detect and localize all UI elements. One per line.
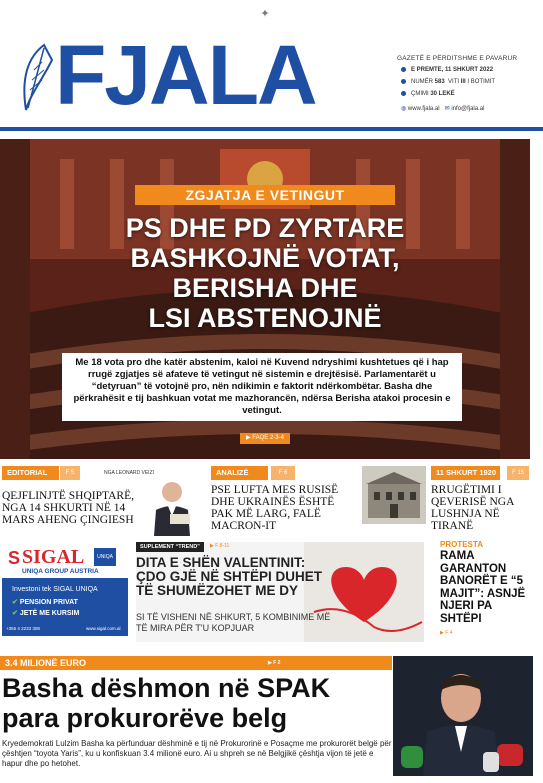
section-label: ANALIZË bbox=[211, 466, 268, 480]
hero-kicker: ZGJATJA E VETINGUT bbox=[135, 185, 395, 205]
date-line: E PREMTE, 11 SHKURT 2022 bbox=[401, 67, 493, 73]
page-ref: ▶ F 2 bbox=[268, 660, 281, 666]
valentine-sub: SI TË VISHENI NË SHKURT, 5 KOMBINIME MË TË MIRA PËR T'U KOPJUAR bbox=[136, 612, 331, 633]
protest-title: RAMA GARANTON BANORËT E “5 MAJIT”: ASNJË NJERI PA SHTËPI bbox=[440, 550, 526, 625]
author-photo bbox=[140, 476, 204, 536]
teaser-title: PSE LUFTA MES RUSISË DHE UKRAINËS ËSHTË PAK MË LARG, FALË MACRON-IT bbox=[211, 484, 339, 532]
issue-line: NUMËR 583 VITI III I BOTIMIT bbox=[401, 79, 495, 85]
section-label: 11 SHKURT 1920 bbox=[431, 466, 500, 480]
globe-icon: ◍ bbox=[401, 106, 407, 112]
check-icon: ✔ bbox=[12, 599, 18, 606]
sigal-advertisement[interactable] bbox=[2, 542, 128, 636]
teaser-title: RRUGËTIMI I QEVERISË NGA LUSHNJA NË TIRANË bbox=[431, 484, 514, 532]
uniqa-badge: UNIQA bbox=[94, 548, 116, 566]
teaser-title: QEJFLINJTË SHQIPTARË, NGA 14 SHKURTI NË 14 MARS AHENG ÇINGIESH bbox=[2, 490, 134, 526]
ad-phone: +355 4 2233 308 bbox=[6, 626, 40, 631]
editorial-teaser[interactable] bbox=[2, 466, 134, 536]
basha-photo bbox=[393, 656, 533, 776]
ad-item: ✔ JETË ME KURSIM bbox=[12, 610, 80, 617]
page-ref: F 6 bbox=[271, 466, 295, 480]
bullet-icon bbox=[401, 91, 406, 96]
page-ref: F 5 bbox=[60, 466, 80, 480]
bullet-icon bbox=[401, 79, 406, 84]
valentine-headline: DITA E SHËN VALENTINIT: ÇDO GJË NË SHTËPI DUHET TË SHUMËZOHET ME DY bbox=[136, 555, 323, 598]
hero-story[interactable] bbox=[0, 139, 530, 459]
portrait-illustration bbox=[393, 656, 533, 776]
newspaper-logo[interactable]: FJALA bbox=[55, 28, 316, 122]
email-link[interactable]: info@fjala.al bbox=[451, 106, 485, 112]
bullet-icon bbox=[401, 67, 406, 72]
ad-item: ✔ PENSION PRIVAT bbox=[12, 599, 78, 606]
historic-building-photo bbox=[362, 466, 426, 524]
ad-site: www.sigal.com.al bbox=[86, 626, 121, 631]
headline-line: BERISHA DHE bbox=[172, 273, 358, 303]
story-kicker-bar bbox=[0, 656, 392, 670]
bottom-body: Kryedemokrati Lulzim Basha ka përfunduar dëshminë e tij në Prokurorinë e Posaçme me prokurorët belgë për çështjen “toyota Yaris”, ku u konfiskuan 3.4 milionë euro. Ai u shpreh se në Belgjikë çështja vijon të jetë e hapur dhe po hetohet. bbox=[2, 739, 392, 768]
valentine-feature[interactable] bbox=[136, 542, 424, 642]
protest-teaser[interactable] bbox=[440, 540, 538, 650]
ad-sub: UNIQA GROUP AUSTRIA bbox=[22, 568, 99, 575]
contact-line bbox=[401, 105, 484, 112]
kicker-text: 3.4 MILIONË EURO bbox=[5, 658, 87, 668]
sigal-s-icon: S bbox=[8, 548, 21, 568]
hero-headline[interactable] bbox=[40, 213, 490, 333]
headline-line: LSI ABSTENOJNË bbox=[148, 303, 382, 333]
hero-summary: Me 18 vota pro dhe katër abstenim, kaloi në Kuvend ndryshimi kushtetues që i hap rrugë zgjatjes së afateve të vetingut në sistemin e drejtësisë. Parlamentarët u “detyruan” të votojnë pro, nën ndikimin e faktorit ndërkombëtar. Basha dhe përkrahësit e tij bashkuan votat me mazhorancën, ndërsa Berisha atakoi procesin e vetingut. bbox=[62, 353, 462, 421]
masthead-rule bbox=[0, 127, 543, 131]
mail-icon: ✉ bbox=[444, 106, 450, 112]
price-line: ÇMIMI 30 LEKË bbox=[401, 91, 455, 97]
website-link[interactable]: www.fjala.al bbox=[407, 106, 440, 112]
ad-line: Investoni tek SIGAL UNIQA bbox=[12, 586, 98, 593]
section-label: EDITORIAL bbox=[2, 466, 59, 480]
page-ref: F 15 bbox=[507, 466, 529, 480]
headline-line: BASHKOJNË VOTAT, bbox=[130, 243, 400, 273]
headline-line: PS DHE PD ZYRTARE bbox=[125, 213, 405, 243]
analysis-teaser[interactable] bbox=[211, 466, 359, 536]
headline-line: para prokurorëve belg bbox=[2, 703, 288, 733]
page-ref: ▶ F 8-11 bbox=[210, 543, 230, 549]
history-teaser[interactable] bbox=[431, 466, 541, 536]
teaser-title-wrap bbox=[2, 490, 135, 526]
supplement-tag: SUPLEMENT “TREND” bbox=[136, 542, 204, 552]
headline-line: Basha dëshmon në SPAK bbox=[2, 673, 331, 703]
author-credit: NGA LEONARD VEIZI bbox=[104, 470, 155, 476]
hero-page-ref[interactable]: ▶ FAQE 2-3-4 bbox=[240, 433, 290, 444]
section-label: PROTESTA bbox=[440, 540, 483, 549]
ad-brand: SIGAL bbox=[22, 546, 85, 568]
bottom-headline[interactable] bbox=[2, 673, 392, 733]
compass-icon: ✦ bbox=[260, 8, 270, 20]
tagline: GAZETË E PËRDITSHME E PAVARUR bbox=[397, 55, 518, 62]
masthead bbox=[0, 0, 543, 135]
check-icon: ✔ bbox=[12, 610, 18, 617]
page-ref: ▶ F 4 bbox=[440, 630, 453, 636]
